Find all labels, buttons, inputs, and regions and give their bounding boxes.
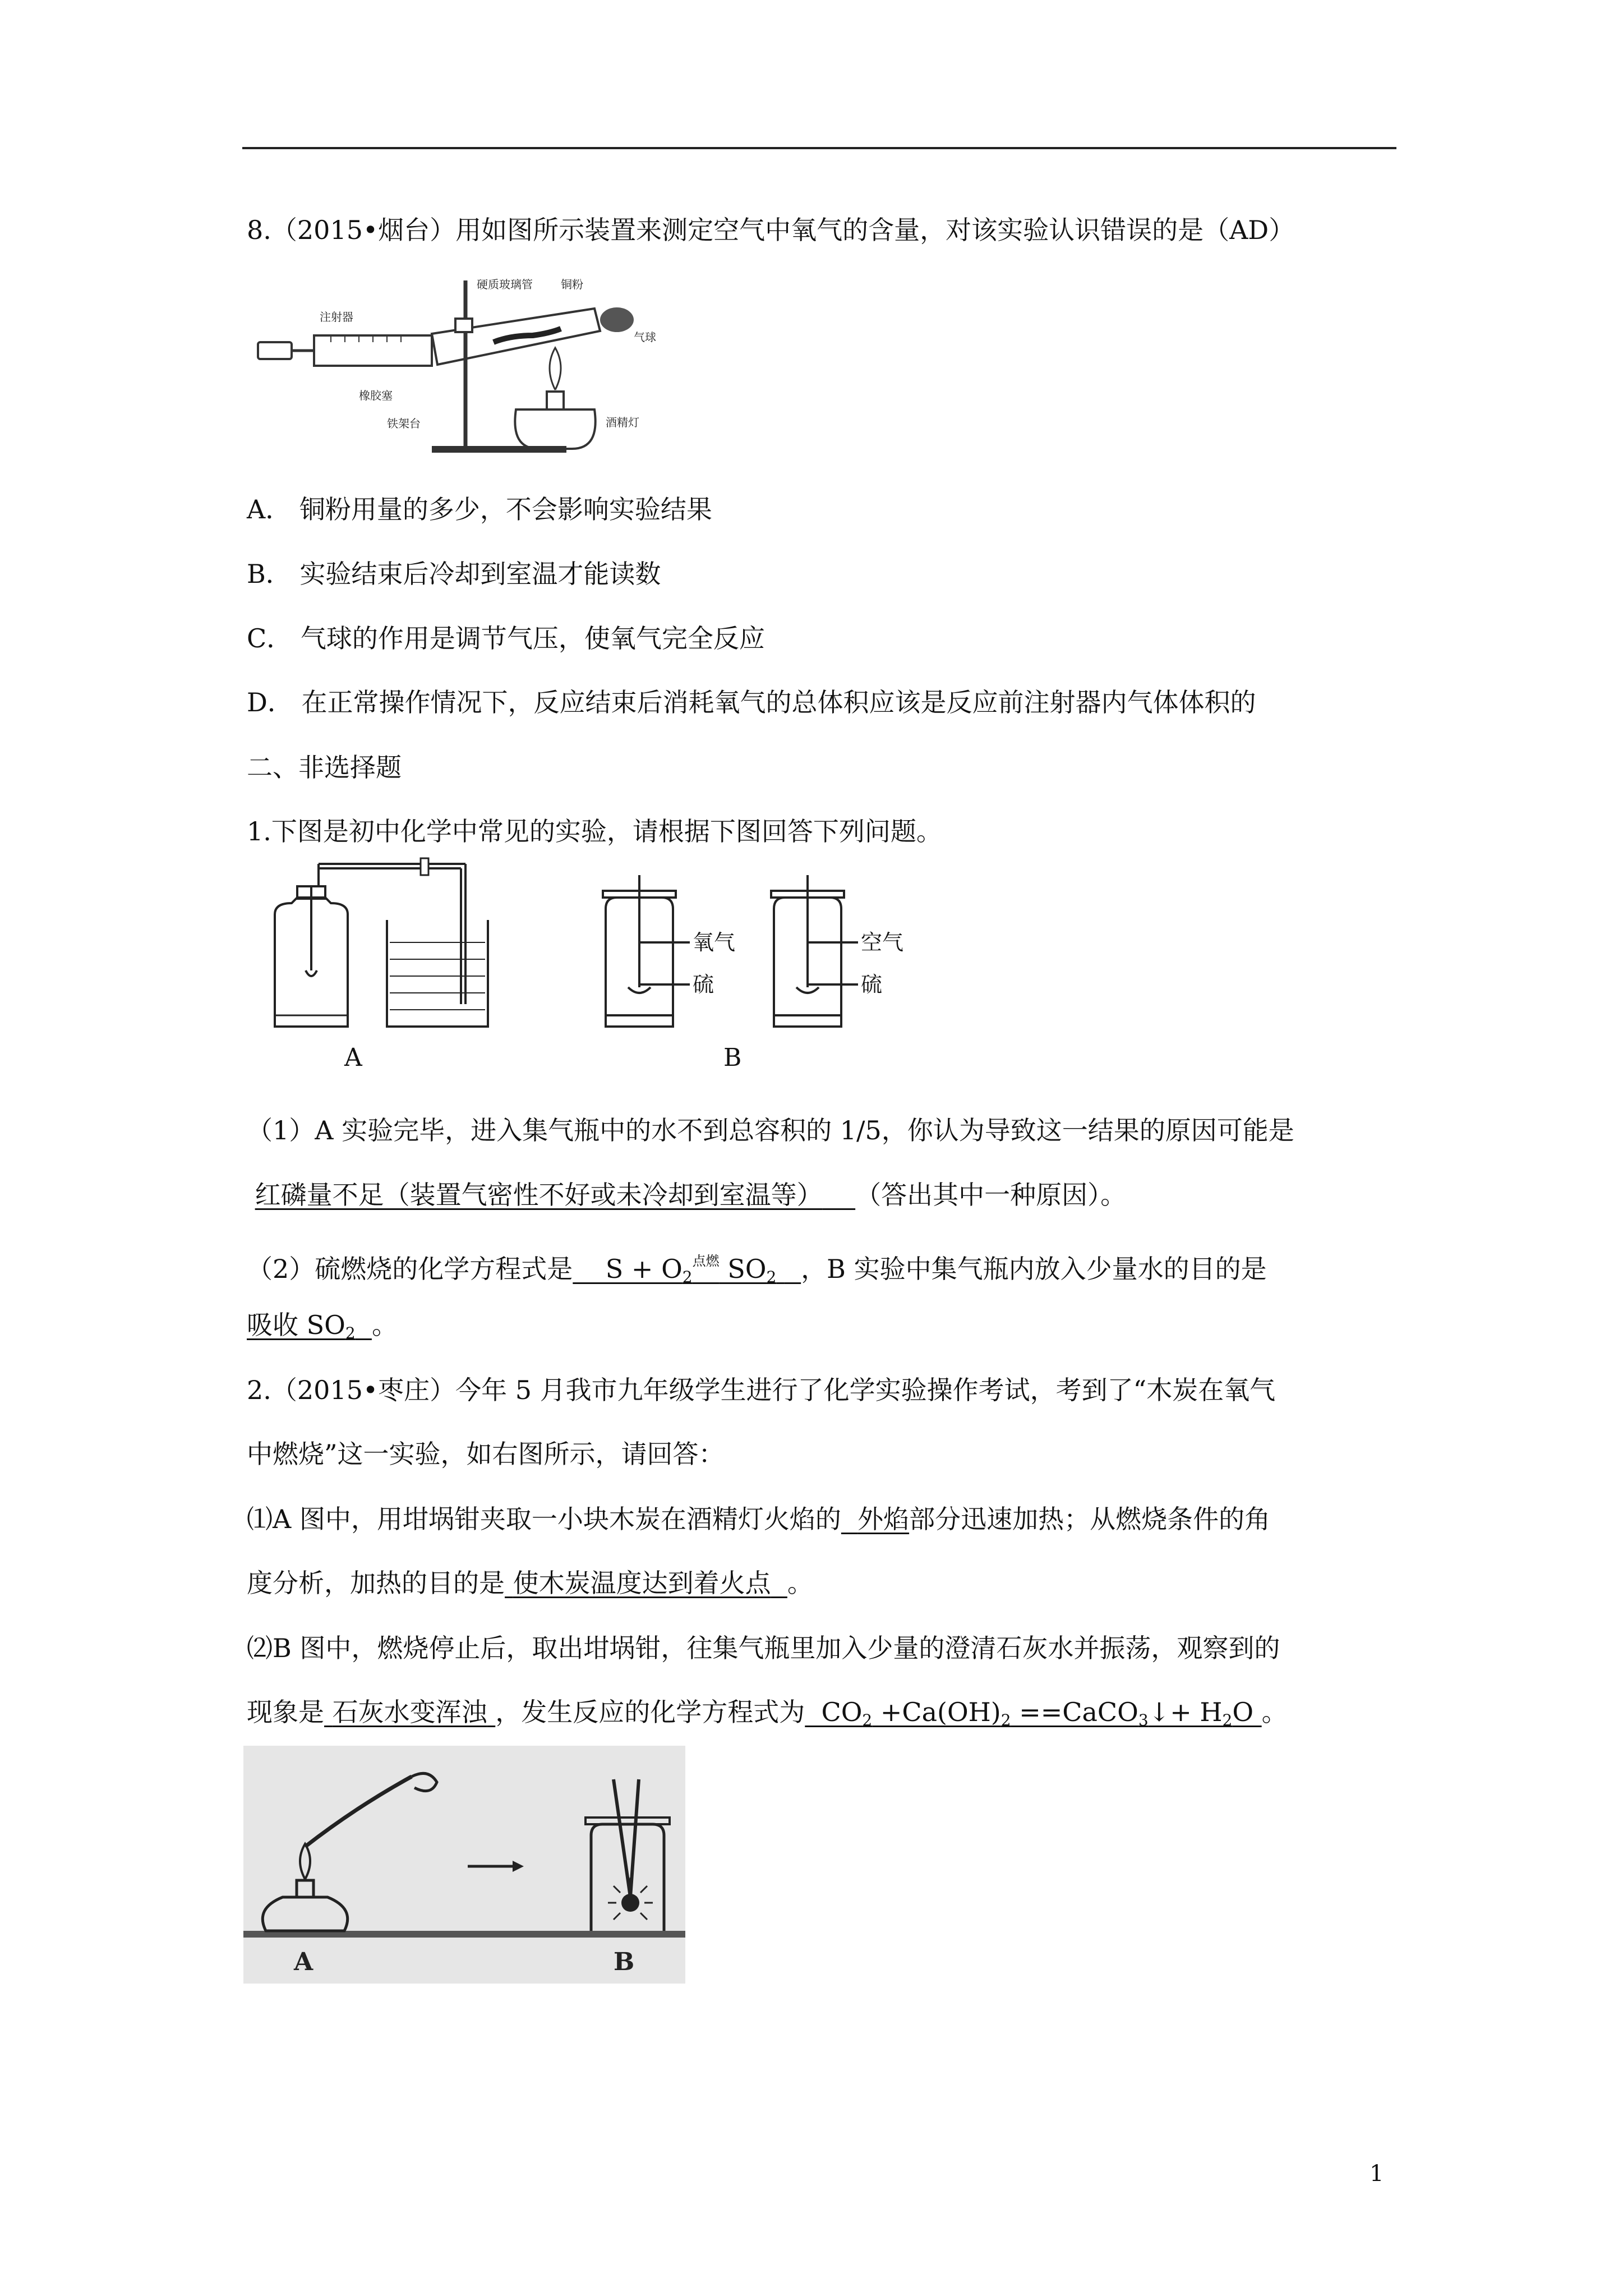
q8-stem: 8.（2015•烟台）用如图所示装置来测定空气中氧气的含量，对该实验认识错误的是（AD） [247, 215, 1295, 245]
jar2-gas-label: 空气 [861, 930, 904, 955]
q2-stem-line1: 2.（2015•枣庄）今年 5 月我市九年级学生进行了化学实验操作考试，考到了“木炭在氧气 [247, 1375, 1276, 1405]
jar2-solid-label: 硫 [861, 972, 883, 997]
q2-part2-answer1: 石灰水变浑浊 [332, 1697, 487, 1727]
q2-part2-prefix: 现象是 [247, 1697, 324, 1727]
q1-part2-prefix: （2）硫燃烧的化学方程式是 [247, 1254, 573, 1284]
label-glass-tube: 硬质玻璃管 [477, 278, 533, 291]
q8-option-d: D． 在正常操作情况下，反应结束后消耗氧气的总体积应该是反应前注射器内气体体积的 [247, 687, 1256, 717]
page-number: 1 [1370, 2161, 1384, 2187]
q8-apparatus-figure [247, 269, 656, 460]
q1-figure-b [594, 875, 942, 1032]
q1-part2-end: 。 [371, 1310, 398, 1340]
jar1-solid-label: 硫 [693, 972, 714, 997]
label-copper: 铜粉 [561, 278, 583, 291]
q2-charcoal-figure [243, 1746, 685, 1984]
q2-part2-mid: ，发生反应的化学方程式为 [495, 1697, 805, 1727]
header-rule [242, 147, 1396, 149]
label-rubber-plug: 橡胶塞 [359, 389, 393, 402]
q2-part1-end: 。 [787, 1568, 813, 1598]
condition-ignite: 点燃 [692, 1253, 720, 1269]
q8-option-c: C． 气球的作用是调节气压，使氧气完全反应 [247, 623, 765, 654]
q2-part2-line1: ⑵B 图中，燃烧停止后，取出坩埚钳，往集气瓶里加入少量的澄清石灰水并振荡，观察到的 [247, 1633, 1280, 1663]
q1-part1-tail: （答出其中一种原因）。 [855, 1180, 1127, 1210]
q2-part2-equation: $CO_2 +Ca(OH)_2$ ==CaCO$_3$↓+ $H_2O$ [805, 1697, 1262, 1729]
section-heading: 二、非选择题 [247, 752, 402, 783]
q2-part1-answer2: 使木炭温度达到着火点 [513, 1568, 771, 1598]
jar1-gas-label: 氧气 [693, 930, 736, 955]
q2-part1-answer1: 外焰 [857, 1504, 910, 1534]
q1-figure-a [252, 864, 510, 1032]
q2-stem-line2: 中燃烧”这一实验，如右图所示，请回答： [247, 1439, 725, 1469]
q2-part1-line2 [247, 1566, 813, 1600]
q2-part2-line2 [247, 1695, 1288, 1737]
q8-option-a: A． 铜粉用量的多少，不会影响实验结果 [247, 494, 712, 524]
q1-part2-line2: 吸收 $SO_2$ 。 [247, 1310, 398, 1342]
q2-part2-end: 。 [1261, 1697, 1288, 1727]
label-lamp: 酒精灯 [606, 416, 639, 429]
q2-part1-line2-prefix: 度分析，加热的目的是 [247, 1568, 505, 1598]
label-syringe: 注射器 [320, 310, 353, 324]
fig-a-caption: A [294, 1948, 313, 1976]
q1-part2-line1 [247, 1244, 1267, 1294]
q2-part1-line1 [247, 1502, 1270, 1536]
q1-part2-mid: ，B 实验中集气瓶内放入少量水的目的是 [801, 1254, 1267, 1284]
fig-b-label: B [723, 1043, 742, 1072]
q8-option-b: B． 实验结束后冷却到室温才能读数 [247, 559, 661, 589]
q1-stem: 1.下图是初中化学中常见的实验，请根据下图回答下列问题。 [247, 816, 942, 846]
q2-part1-prefix: ⑴A 图中，用坩埚钳夹取一小块木炭在酒精灯火焰的 [247, 1504, 841, 1534]
label-balloon: 气球 [634, 330, 656, 344]
q1-part1-line2 [247, 1178, 1126, 1212]
fig-b-caption: B [614, 1948, 635, 1976]
q1-part2-answer: 吸收 SO [247, 1310, 345, 1340]
q1-part1-line1: （1）A 实验完毕，进入集气瓶中的水不到总容积的 1/5，你认为导致这一结果的原因可能是 [247, 1115, 1294, 1145]
q2-part1-mid: 部分迅速加热；从燃烧条件的角 [909, 1504, 1271, 1534]
q1-part1-answer: 红磷量不足（装置气密性不好或未冷却到室温等） [255, 1180, 823, 1210]
q1-part2-equation: $S + O_2^{点燃}$ $SO_2$ [573, 1253, 777, 1286]
fig-a-label: A [344, 1043, 362, 1072]
label-stand: 铁架台 [387, 417, 421, 430]
